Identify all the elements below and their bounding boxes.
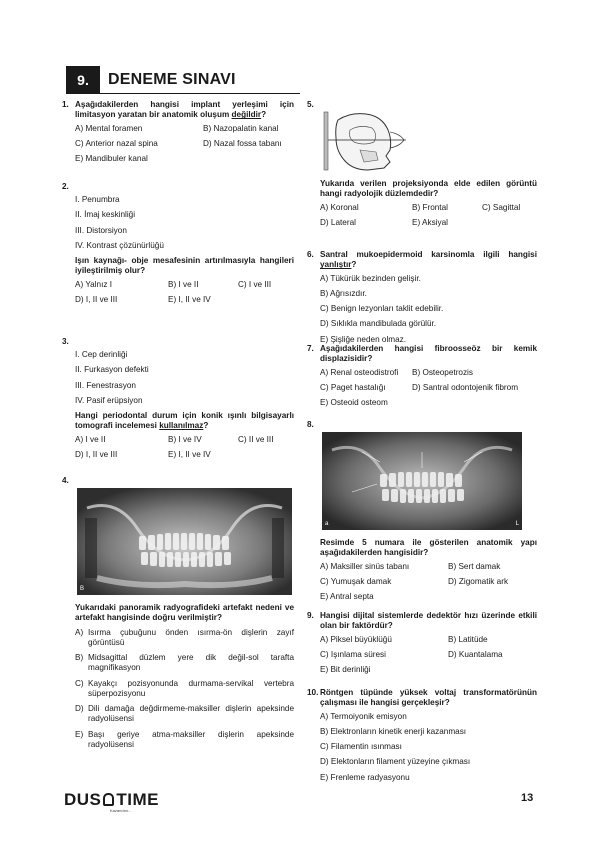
- option-a[interactable]: A) Renal osteodistrofi: [320, 367, 399, 377]
- question-stem: Hangisi dijital sistemlerde dedektör hızı üzerinde etkili olan bir faktördür?: [320, 611, 537, 631]
- option-a[interactable]: A) Koronal: [320, 202, 359, 212]
- tooth-icon: [103, 793, 114, 806]
- figure-label-left: a: [325, 520, 329, 527]
- item-3: III. Distorsiyon: [75, 225, 127, 235]
- question-5: [307, 100, 537, 233]
- option-a[interactable]: A) Termoiyonik emisyon: [320, 711, 407, 721]
- option-a[interactable]: A) Mental foramen: [75, 123, 143, 133]
- question-stem: Hangi periodontal durum için konik ışınlı bilgisayarlı tomografi incelemesi kullanılmaz?: [75, 411, 294, 431]
- question-number: 4.: [62, 476, 69, 485]
- options: [75, 124, 294, 165]
- option-d[interactable]: D) Dili damağa değdirmeme-maksiller dişlerin apeksinde radyolüsensi: [75, 704, 294, 724]
- question-8: [307, 420, 537, 607]
- option-e[interactable]: E) Osteoid osteom: [320, 398, 388, 407]
- options: [320, 274, 537, 345]
- dustime-logo: [64, 790, 159, 810]
- option-d[interactable]: D) I, II ve III: [75, 449, 118, 459]
- item-2: II. İmaj keskinliği: [75, 210, 136, 220]
- question-7: [307, 344, 537, 413]
- question-stem: Işın kaynağı- obje mesafesinin artırılmasıyla hangileri iyileştirilmiş olur?: [75, 256, 294, 276]
- option-e[interactable]: E) Frenleme radyasyonu: [320, 772, 410, 782]
- option-e[interactable]: E) Aksiyal: [412, 217, 448, 227]
- panoramic-radiograph-figure: [77, 488, 292, 595]
- option-b[interactable]: B) I ve II: [168, 279, 199, 289]
- options: [75, 435, 294, 461]
- roman-items: [75, 195, 294, 251]
- question-9: [307, 611, 537, 680]
- exam-number-badge: 9.: [66, 66, 100, 94]
- item-1: I. Penumbra: [75, 195, 120, 204]
- options: [320, 562, 537, 603]
- question-number: 7.: [307, 344, 314, 353]
- option-c[interactable]: C) Işınlama süresi: [320, 649, 386, 659]
- figure-label-right: L: [515, 520, 519, 527]
- option-e[interactable]: E) I, II ve IV: [168, 449, 211, 459]
- question-6: [307, 250, 537, 350]
- skull-projection-diagram: [320, 110, 408, 175]
- page-number: 13: [521, 792, 534, 804]
- option-d[interactable]: D) Nazal fossa tabanı: [203, 138, 282, 148]
- question-number: 3.: [62, 337, 69, 346]
- logo-text-dus: DUS: [64, 790, 102, 809]
- question-2: [62, 182, 294, 310]
- item-2: II. Furkasyon defekti: [75, 365, 149, 375]
- option-c[interactable]: C) Paget hastalığı: [320, 382, 386, 392]
- option-c[interactable]: C) Sagittal: [482, 202, 521, 212]
- options: [320, 635, 537, 676]
- panoramic-radiograph-figure: [322, 432, 522, 530]
- option-c[interactable]: C) I ve III: [238, 279, 272, 289]
- option-c[interactable]: C) Kayakçı pozisyonunda durmama-servikal vertebra süperpozisyonu: [75, 678, 294, 698]
- item-1: I. Cep derinliği: [75, 350, 128, 359]
- roman-items: [75, 350, 294, 406]
- option-d[interactable]: D) Kuantalama: [448, 649, 503, 659]
- question-number: 5.: [307, 100, 314, 109]
- question-number: 1.: [62, 100, 69, 109]
- option-a[interactable]: A) Tükürük bezinden gelişir.: [320, 273, 421, 283]
- question-4: [62, 476, 294, 755]
- exam-title: DENEME SINAVI: [108, 71, 236, 88]
- option-a[interactable]: A) I ve II: [75, 434, 106, 444]
- question-1: [62, 100, 294, 169]
- option-c[interactable]: C) Anterior nazal spina: [75, 138, 158, 148]
- options: [75, 628, 294, 751]
- option-b[interactable]: B) Osteopetrozis: [412, 367, 473, 377]
- option-b[interactable]: B) Sert damak: [448, 561, 501, 571]
- option-b[interactable]: B) Ağrısızdır.: [320, 288, 367, 298]
- option-c[interactable]: C) Benign lezyonları taklit edebilir.: [320, 304, 444, 313]
- option-b[interactable]: B) I ve IV: [168, 434, 202, 444]
- options: [75, 280, 294, 306]
- option-e[interactable]: E) Mandibuler kanal: [75, 154, 148, 163]
- question-10: [307, 688, 537, 788]
- option-d[interactable]: D) I, II ve III: [75, 294, 118, 304]
- annotated-panoramic-image: [322, 432, 522, 530]
- option-b[interactable]: B) Midsagittal düzlem yere dik değil-sol tarafta magnifikasyon: [75, 653, 294, 673]
- option-b[interactable]: B) Nazopalatin kanal: [203, 123, 279, 133]
- option-e[interactable]: E) Antral septa: [320, 592, 374, 601]
- option-a[interactable]: A) Isırma çubuğunu önden ısırma-ön dişlerin zayıf görüntüsü: [75, 627, 294, 647]
- question-stem: Röntgen tüpünde yüksek voltaj transformatörünün çalışması ile hangisi gerçekleşir?: [320, 688, 537, 708]
- option-d[interactable]: D) Zigomatik ark: [448, 576, 509, 586]
- panoramic-radiograph-image: [77, 488, 292, 595]
- question-stem: Aşağıdakilerden hangisi fibroosseöz bir kemik displazisidir?: [320, 344, 537, 364]
- option-c[interactable]: C) II ve III: [238, 434, 274, 444]
- option-a[interactable]: A) Piksel büyüklüğü: [320, 634, 392, 644]
- item-4: IV. Kontrast çözünürlüğü: [75, 240, 164, 250]
- question-number: 8.: [307, 420, 314, 429]
- option-b[interactable]: B) Latitüde: [448, 634, 488, 644]
- logo-tagline: Kazandırır...: [110, 808, 132, 813]
- question-number: 6.: [307, 250, 314, 259]
- option-d[interactable]: D) Sıklıkla mandibulada görülür.: [320, 319, 437, 329]
- option-d[interactable]: D) Lateral: [320, 217, 356, 227]
- exam-header: [66, 66, 300, 94]
- option-a[interactable]: A) Yalnız I: [75, 279, 113, 289]
- option-d[interactable]: D) Santral odontojenik fibrom: [412, 382, 519, 392]
- item-3: III. Fenestrasyon: [75, 380, 136, 390]
- option-e[interactable]: E) Bit derinliği: [320, 665, 371, 674]
- option-a[interactable]: A) Maksiller sinüs tabanı: [320, 561, 410, 571]
- logo-text-time: TIME: [116, 790, 160, 809]
- option-e[interactable]: E) I, II ve IV: [168, 294, 211, 304]
- question-3: [62, 337, 294, 465]
- figure-label: B: [80, 585, 85, 592]
- option-d[interactable]: D) Elektonların filament yüzeyine çıkması: [320, 757, 471, 767]
- skull-projection-figure: [320, 110, 408, 175]
- question-number: 10.: [307, 688, 319, 697]
- question-stem: Resimde 5 numara ile gösterilen anatomik yapı aşağıdakilerden hangisidir?: [320, 538, 537, 558]
- question-stem: Yukarıda verilen projeksiyonda elde edilen görüntü hangi radyolojik düzlemdedir?: [320, 179, 537, 199]
- options: [320, 712, 537, 783]
- option-e[interactable]: E) Şişliğe neden olmaz.: [320, 334, 407, 344]
- option-c[interactable]: C) Filamentin ısınması: [320, 742, 402, 751]
- question-number: 9.: [307, 611, 314, 620]
- option-c[interactable]: C) Yumuşak damak: [320, 576, 392, 586]
- item-4: IV. Pasif erüpsiyon: [75, 395, 143, 405]
- question-stem: Aşağıdakilerden hangisi implant yerleşimi için limitasyon yaratan bir anatomik oluşum değildir?: [75, 100, 294, 120]
- options: [320, 368, 537, 409]
- options: [320, 203, 537, 229]
- question-stem: Yukarıdaki panoramik radyografideki artefakt nedeni ve artefakt hangisinde doğru verilmiştir?: [75, 603, 294, 623]
- question-stem: Santral mukoepidermoid karsinomla ilgili hangisi yanlıştır?: [320, 250, 537, 270]
- question-number: 2.: [62, 182, 69, 191]
- option-b[interactable]: B) Elektronların kinetik enerji kazanması: [320, 726, 467, 736]
- option-e[interactable]: E) Başı geriye atma-maksiller dişlerin apeksinde radyolüsensi: [75, 729, 294, 749]
- option-b[interactable]: B) Frontal: [412, 202, 448, 212]
